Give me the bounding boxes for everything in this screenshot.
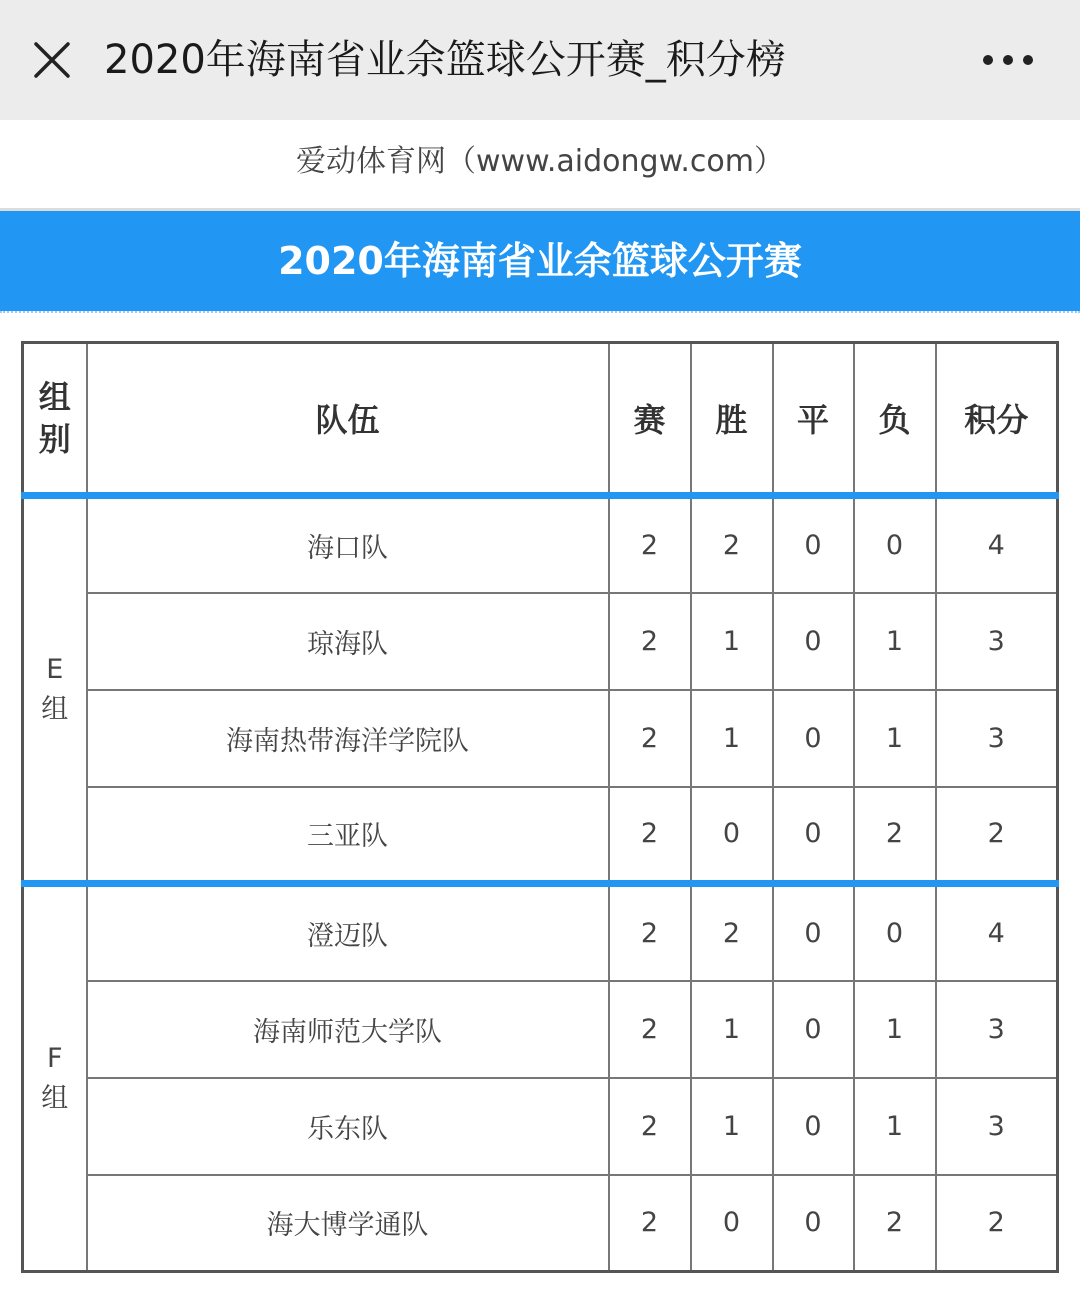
points-cell: 2 xyxy=(936,787,1058,884)
header-group-line1: 组 xyxy=(38,378,71,416)
team-name: 海大博学通队 xyxy=(87,1175,609,1272)
group-label xyxy=(23,884,87,1272)
lost-cell: 1 xyxy=(854,593,936,690)
team-name: 海南师范大学队 xyxy=(87,981,609,1078)
lost-cell: 0 xyxy=(854,884,936,981)
played-cell: 2 xyxy=(609,690,691,787)
points-cell: 4 xyxy=(936,884,1058,981)
more-dots-icon xyxy=(982,54,1034,66)
team-name: 澄迈队 xyxy=(87,884,609,981)
lost-cell: 1 xyxy=(854,690,936,787)
won-cell: 2 xyxy=(691,496,773,593)
header-points: 积分 xyxy=(936,343,1058,496)
won-cell: 0 xyxy=(691,787,773,884)
won-cell: 1 xyxy=(691,1078,773,1175)
team-name: 乐东队 xyxy=(87,1078,609,1175)
table-row xyxy=(23,690,1058,787)
top-bar xyxy=(0,0,1080,120)
group-label xyxy=(23,496,87,884)
won-cell: 2 xyxy=(691,884,773,981)
table-row xyxy=(23,496,1058,593)
drawn-cell: 0 xyxy=(773,593,854,690)
header-team: 队伍 xyxy=(87,343,609,496)
standings-table xyxy=(21,341,1059,1273)
team-name: 海南热带海洋学院队 xyxy=(87,690,609,787)
team-name: 海口队 xyxy=(87,496,609,593)
drawn-cell: 0 xyxy=(773,787,854,884)
header-drawn: 平 xyxy=(773,343,854,496)
source-line: 爱动体育网（www.aidongw.com） xyxy=(0,120,1080,208)
team-name: 三亚队 xyxy=(87,787,609,884)
table-row xyxy=(23,593,1058,690)
points-cell: 2 xyxy=(936,1175,1058,1272)
played-cell: 2 xyxy=(609,787,691,884)
lost-cell: 2 xyxy=(854,1175,936,1272)
points-cell: 4 xyxy=(936,496,1058,593)
points-cell: 3 xyxy=(936,981,1058,1078)
header-won: 胜 xyxy=(691,343,773,496)
lost-cell: 2 xyxy=(854,787,936,884)
drawn-cell: 0 xyxy=(773,690,854,787)
won-cell: 1 xyxy=(691,593,773,690)
lost-cell: 1 xyxy=(854,981,936,1078)
won-cell: 0 xyxy=(691,1175,773,1272)
group-f xyxy=(23,884,1058,1272)
lost-cell: 0 xyxy=(854,496,936,593)
header-group xyxy=(23,343,87,496)
table-row xyxy=(23,787,1058,884)
table-row xyxy=(23,1175,1058,1272)
played-cell: 2 xyxy=(609,884,691,981)
drawn-cell: 0 xyxy=(773,1078,854,1175)
header-lost: 负 xyxy=(854,343,936,496)
table-row xyxy=(23,1078,1058,1175)
won-cell: 1 xyxy=(691,690,773,787)
drawn-cell: 0 xyxy=(773,981,854,1078)
header-group-line2: 别 xyxy=(38,420,71,458)
event-banner: 2020年海南省业余篮球公开赛 xyxy=(0,211,1080,311)
drawn-cell: 0 xyxy=(773,496,854,593)
points-cell: 3 xyxy=(936,690,1058,787)
page-title: 2020年海南省业余篮球公开赛_积分榜 xyxy=(104,37,786,83)
close-button[interactable] xyxy=(28,36,76,84)
header-played: 赛 xyxy=(609,343,691,496)
close-icon xyxy=(33,41,71,79)
more-menu-button[interactable] xyxy=(974,36,1042,84)
played-cell: 2 xyxy=(609,1175,691,1272)
group-letter: F xyxy=(46,1042,63,1074)
standings-area xyxy=(0,314,1080,1306)
group-e xyxy=(23,496,1058,884)
lost-cell: 1 xyxy=(854,1078,936,1175)
table-row xyxy=(23,884,1058,981)
won-cell: 1 xyxy=(691,981,773,1078)
played-cell: 2 xyxy=(609,593,691,690)
table-header-row xyxy=(23,343,1058,496)
drawn-cell: 0 xyxy=(773,884,854,981)
drawn-cell: 0 xyxy=(773,1175,854,1272)
played-cell: 2 xyxy=(609,1078,691,1175)
team-name: 琼海队 xyxy=(87,593,609,690)
points-cell: 3 xyxy=(936,1078,1058,1175)
table-row xyxy=(23,981,1058,1078)
group-letter: E xyxy=(46,653,64,685)
group-suffix: 组 xyxy=(41,1082,69,1114)
played-cell: 2 xyxy=(609,496,691,593)
points-cell: 3 xyxy=(936,593,1058,690)
played-cell: 2 xyxy=(609,981,691,1078)
group-suffix: 组 xyxy=(41,693,69,725)
